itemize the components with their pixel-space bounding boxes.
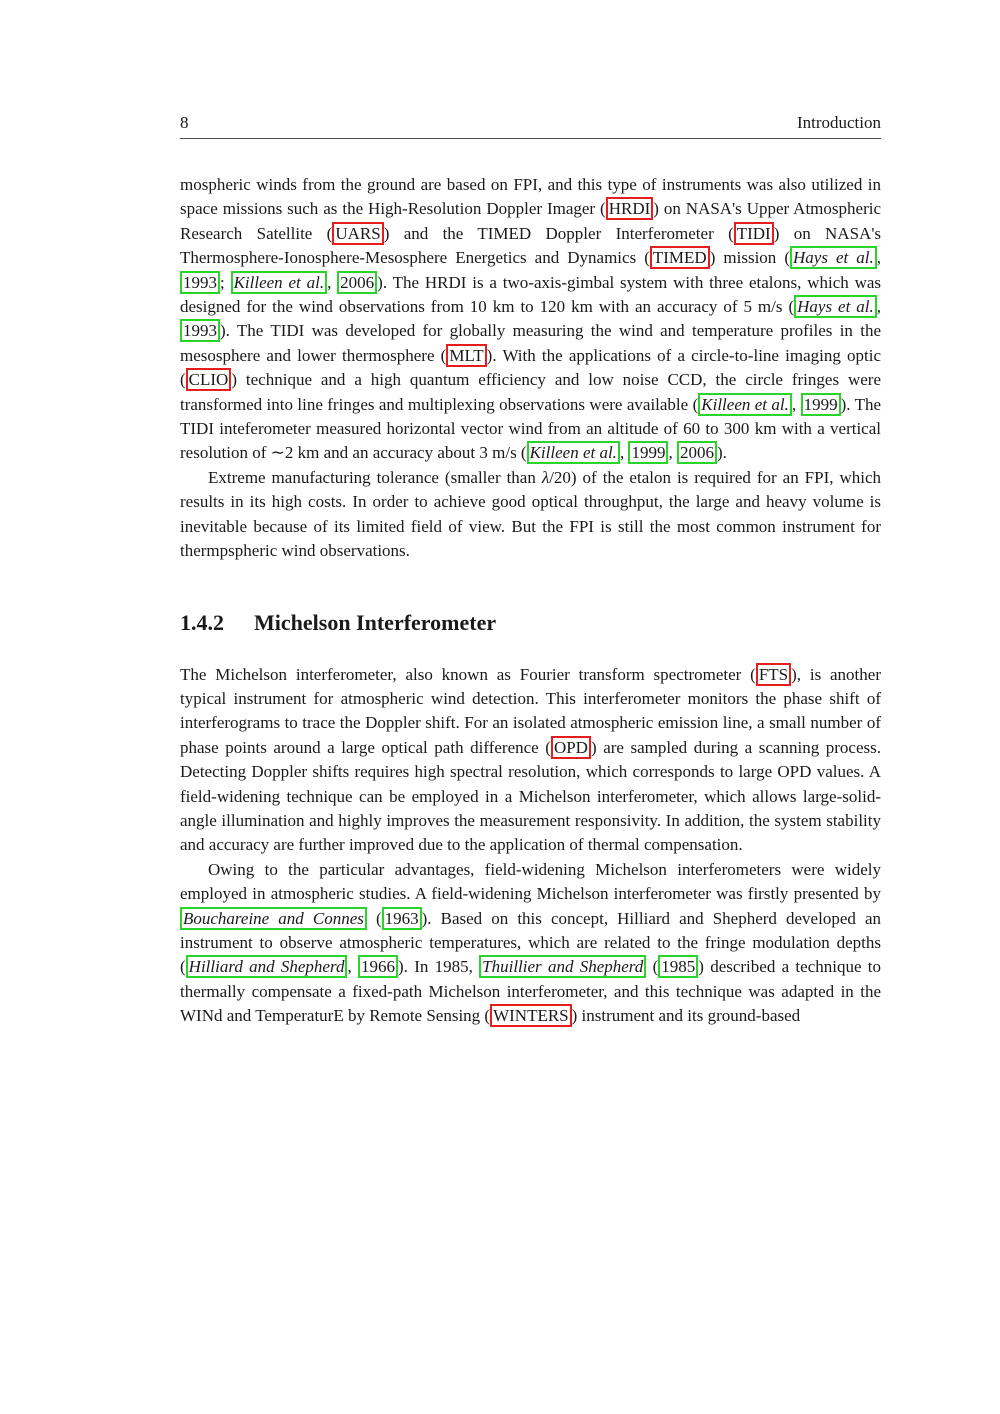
text-run: ). The TIDI inteferometer measured horizontal vector wind from an altitude of 60 to 300 km with a vertical resolution of ∼2 km and an accuracy about 3 m/s (	[180, 394, 881, 463]
text-run: ,	[668, 443, 677, 463]
text-run: ). The TIDI was developed for globally measuring the wind and temperature profiles in the mesosphere and lower thermosphere (	[180, 321, 881, 365]
text-run: ). The HRDI is a two-axis-gimbal system with three etalons, which was designed for the wind observations from 10 km to 120 km with an accuracy of 5 m/s (	[180, 272, 882, 317]
acronym-box: WINTERS	[490, 1004, 572, 1027]
citation-author-box: Killeen et al.	[527, 441, 620, 464]
text-run: ) on NASA's Thermosphere-Ionosphere-Mesosphere Energetics and Dynamics (	[180, 223, 882, 268]
citation-author-box: Killeen et al.	[698, 393, 792, 416]
citation-year-box: 1993	[180, 319, 220, 342]
paragraph	[180, 858, 881, 1029]
text-run: The Michelson interferometer, also known as Fourier transform spectrometer (	[180, 664, 756, 684]
text-run: (	[646, 957, 659, 977]
acronym-box: TIMED	[650, 246, 710, 269]
citation-author-box: Hilliard and Shepherd	[186, 955, 348, 978]
document-body	[180, 173, 881, 1029]
citation-year-box: 1985	[658, 955, 698, 978]
paragraph	[180, 466, 881, 564]
citation-year-box: 1966	[358, 955, 398, 978]
citation-author-box: Bouchareine and Connes	[180, 907, 367, 930]
acronym-box: OPD	[551, 736, 591, 759]
math-symbol: λ	[541, 467, 550, 487]
text-run: ) described a technique to thermally compensate a fixed-path Michelson interferometer, and this technique was adapted in the WINd and TemperaturE by Remote Sensing (	[180, 957, 882, 1026]
paragraph	[180, 173, 881, 466]
text-run: ) technique and a high quantum efficiency and low noise CCD, the circle fringes were transformed into line fringes and multiplexing observations were available (	[180, 370, 881, 414]
text-run: ) mission (	[709, 248, 790, 268]
text-run: ). In 1985,	[398, 957, 480, 977]
text-run: ,	[876, 297, 881, 317]
text-run: ;	[220, 272, 231, 292]
text-run: ) instrument and its ground-based	[571, 1006, 801, 1026]
citation-year-box: 1993	[180, 271, 220, 294]
text-run: ,	[619, 443, 629, 463]
citation-year-box: 2006	[677, 441, 717, 464]
text-run: /20) of the etalon is required for an FPI, which results in its high costs. In order to achieve good optical throughput, the large and heavy volume is inevitable because of its limited field of view. But the FPI is still the most common instrument for thermpspheric wind observations.	[180, 467, 882, 561]
section-title: Michelson Interferometer	[254, 609, 497, 635]
text-run: ).	[716, 443, 727, 463]
citation-year-box: 1999	[801, 393, 841, 416]
text-run: ) and the TIMED Doppler Interferometer (	[383, 223, 734, 243]
acronym-box: UARS	[332, 222, 383, 245]
page-content	[180, 0, 881, 1029]
citation-year-box: 1999	[628, 441, 668, 464]
acronym-box: FTS	[756, 663, 791, 686]
header-rule	[180, 138, 881, 139]
text-run: Owing to the particular advantages, field-widening Michelson interferometers were widely employed in atmospheric studies. A field-widening Michelson interferometer was firstly presented by	[180, 859, 881, 904]
text-run: ). Based on this concept, Hilliard and Shepherd developed an instrument to observe atmospheric temperatures, which are related to the fringe modulation depths (	[180, 908, 881, 977]
text-run: ,	[347, 957, 358, 977]
text-run: mospheric winds from the ground are based on FPI, and this type of instruments was also utilized in space missions such as the High-Resolution Doppler Imager (	[180, 175, 881, 219]
citation-author-box: Hays et al.	[794, 295, 877, 318]
citation-author-box: Thuillier and Shepherd	[479, 955, 646, 978]
running-title: Introduction	[796, 113, 881, 132]
page-number: 8	[180, 113, 189, 132]
text-run: ,	[876, 248, 881, 268]
running-header	[180, 112, 881, 133]
citation-year-box: 1963	[382, 907, 422, 930]
text-run: ). With the applications of a circle-to-line imaging optic (	[180, 345, 881, 390]
citation-year-box: 2006	[337, 271, 377, 294]
citation-author-box: Hays et al.	[790, 246, 877, 269]
section-number: 1.4.2	[180, 609, 224, 635]
text-run: ) on NASA's Upper Atmospheric Research Satellite (	[180, 199, 881, 243]
paragraph	[180, 663, 881, 858]
text-run: ), is another typical instrument for atmospheric wind detection. This interferometer monitors the phase shift of interferograms to trace the Doppler shift. For an isolated atmospheric emission line, a small number of phase points around a large optical path difference (	[180, 664, 881, 757]
text-run: ) are sampled during a scanning process. Detecting Doppler shifts requires high spectral resolution, which corresponds to large OPD values. A field-widening technique can be employed in a Michelson interferometer, which allows large-solid-angle illumination and highly improves the measurement responsivity. In addition, the system stability and accuracy are further improved due to the application of thermal compensation.	[180, 737, 881, 855]
citation-author-box: Killeen et al.	[231, 271, 328, 294]
acronym-box: TIDI	[734, 222, 774, 245]
acronym-box: HRDI	[606, 197, 654, 220]
text-run: (	[366, 908, 382, 928]
acronym-box: MLT	[446, 344, 486, 367]
section-heading	[180, 610, 881, 636]
text-run: ,	[791, 394, 801, 414]
text-run: Extreme manufacturing tolerance (smaller than	[208, 467, 542, 487]
acronym-box: CLIO	[186, 368, 232, 391]
text-run: ,	[327, 272, 338, 292]
